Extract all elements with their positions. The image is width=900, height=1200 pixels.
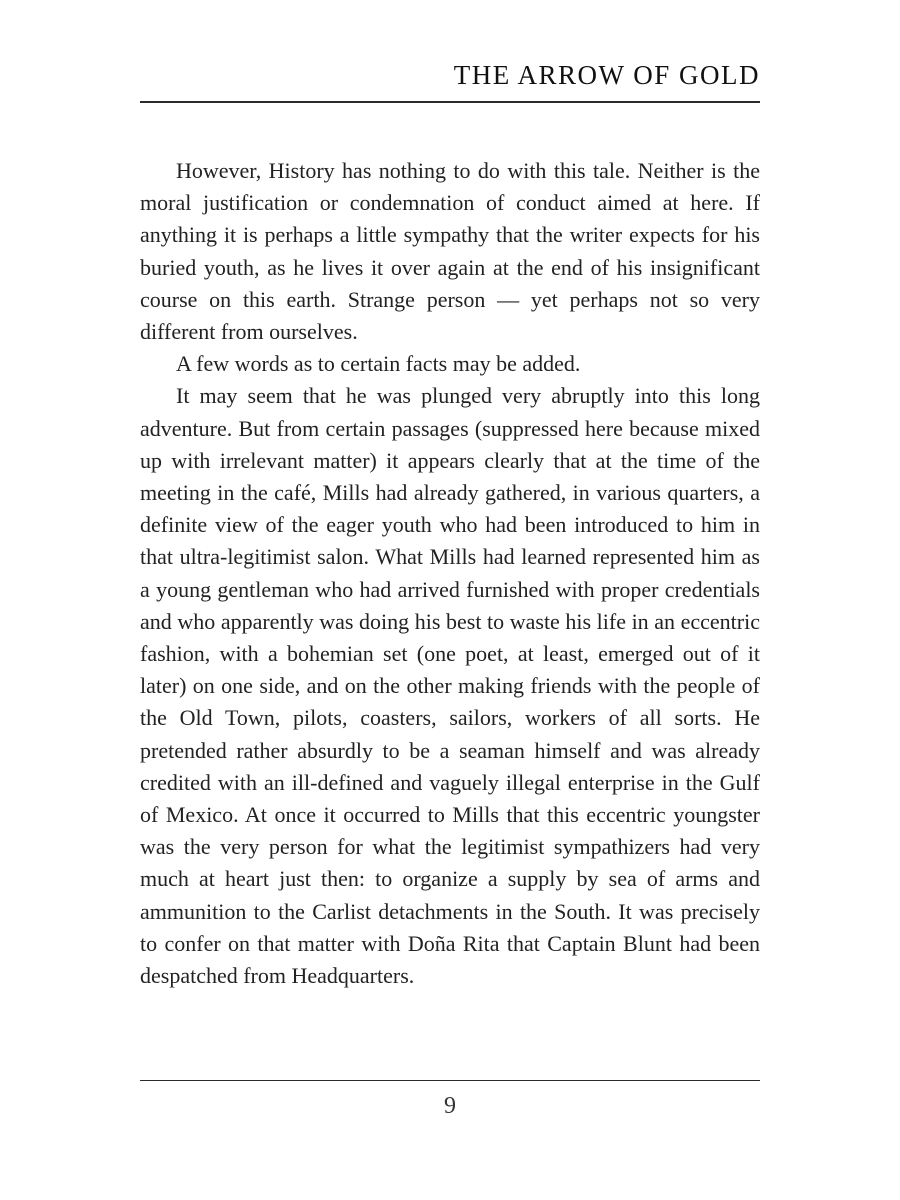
paragraph: It may seem that he was plunged very abruptly into this long adventure. But from certain passages (suppressed here because mixed up with irrelevant matter) it appears clearly that at the time of the meeting in the café, Mills had already gathered, in various quarters, a definite view of the eager youth who had been introduced to him in that ultra-legitimist salon. What Mills had learned represented him as a young gentleman who had arrived furnished with proper credentials and who apparently was doing his best to waste his life in an eccentric fashion, with a bohemian set (one poet, at least, emerged out of it later) on one side, and on the other making friends with the people of the Old Town, pilots, coasters, sailors, workers of all sorts. He pretended rather absurdly to be a seaman himself and was already credited with an ill-defined and vaguely illegal enterprise in the Gulf of Mexico. At once it occurred to Mills that this eccentric youngster was the very person for what the legitimist sympathizers had very much at heart just then: to organize a supply by sea of arms and ammunition to the Carlist detachments in the South. It was precisely to confer on that matter with Doña Rita that Captain Blunt had been despatched from Headquarters. [140,383,760,989]
page-footer [140,1080,760,1120]
running-head-title: THE ARROW OF GOLD [453,60,760,90]
footer-rule [140,1080,760,1081]
paragraph: A few words as to certain facts may be added. [176,351,581,377]
page-number: 9 [444,1093,456,1119]
body-text [140,155,760,992]
header-rule [140,101,760,103]
page-content [140,0,760,992]
paragraph: However, History has nothing to do with this tale. Neither is the moral justification or condemnation of conduct aimed at here. If anything it is perhaps a little sympathy that the writer expects for his buried youth, as he lives it over again at the end of his insignificant course on this earth. Strange person — yet perhaps not so very different from ourselves. [140,158,760,345]
page-header [140,0,760,103]
